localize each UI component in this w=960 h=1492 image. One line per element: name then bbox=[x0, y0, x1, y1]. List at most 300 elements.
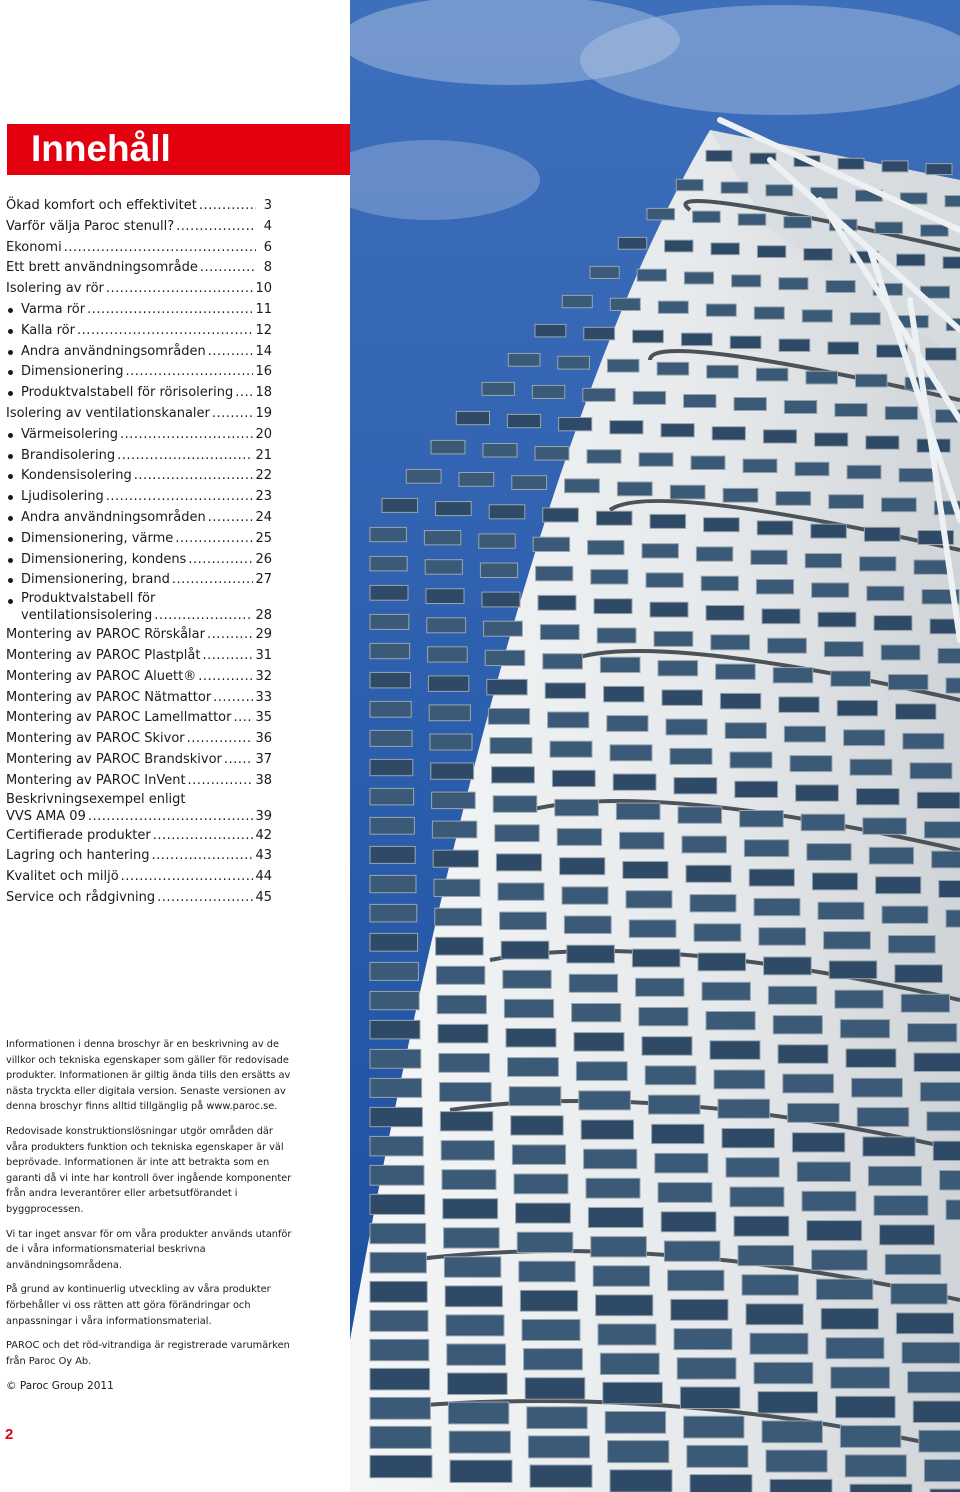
toc-entry bbox=[6, 404, 272, 425]
toc-label: Brandisolering bbox=[21, 447, 116, 463]
window bbox=[790, 756, 832, 772]
window bbox=[860, 557, 896, 571]
window bbox=[436, 937, 484, 955]
window bbox=[647, 208, 675, 220]
window bbox=[744, 840, 788, 857]
toc-entry bbox=[6, 196, 272, 217]
building-photo bbox=[350, 0, 960, 1492]
window bbox=[446, 1315, 504, 1336]
toc-label: Andra användningsområden bbox=[21, 509, 206, 525]
window bbox=[648, 1095, 700, 1114]
disclaimer-paragraph: PAROC och det röd-vitrandiga är registrerade varumärken från Paroc Oy Ab. bbox=[6, 1340, 290, 1367]
toc-page: 43 bbox=[255, 848, 272, 864]
toc-entry bbox=[6, 750, 272, 771]
window bbox=[605, 1412, 665, 1434]
toc-page: 23 bbox=[255, 489, 272, 505]
window bbox=[714, 1070, 765, 1089]
window bbox=[370, 904, 417, 922]
window bbox=[926, 164, 952, 175]
table-of-contents bbox=[6, 196, 272, 909]
toc-leader bbox=[202, 646, 253, 667]
window bbox=[552, 770, 595, 786]
window bbox=[690, 895, 736, 912]
window bbox=[498, 883, 544, 900]
window bbox=[671, 1299, 728, 1320]
window bbox=[545, 683, 585, 699]
window bbox=[482, 592, 520, 607]
window bbox=[939, 881, 960, 898]
window bbox=[661, 1212, 716, 1232]
window bbox=[831, 671, 871, 686]
toc-leader bbox=[188, 550, 253, 571]
toc-leader bbox=[187, 729, 254, 750]
window bbox=[528, 1436, 589, 1458]
window bbox=[639, 1008, 688, 1026]
window bbox=[831, 1367, 890, 1388]
window bbox=[723, 488, 758, 502]
window bbox=[508, 1058, 559, 1077]
window bbox=[490, 738, 532, 754]
toc-entry bbox=[6, 529, 272, 550]
toc-entry bbox=[6, 771, 272, 792]
window bbox=[426, 589, 464, 604]
window bbox=[370, 817, 414, 834]
toc-entry bbox=[6, 300, 272, 321]
toc-page: 36 bbox=[255, 731, 272, 747]
window bbox=[762, 609, 800, 624]
toc-page: 31 bbox=[255, 647, 272, 663]
window bbox=[684, 1416, 744, 1438]
window bbox=[698, 953, 746, 971]
toc-leader bbox=[152, 846, 254, 867]
window bbox=[428, 647, 468, 662]
window bbox=[579, 1091, 631, 1110]
window bbox=[610, 421, 643, 434]
window bbox=[591, 1237, 647, 1257]
toc-label: Ekonomi bbox=[6, 239, 62, 255]
toc-leader bbox=[224, 750, 254, 771]
window bbox=[448, 1402, 508, 1424]
window bbox=[743, 459, 777, 473]
toc-leader bbox=[153, 826, 254, 847]
toc-leader bbox=[235, 383, 253, 404]
window bbox=[642, 1037, 692, 1056]
window bbox=[543, 508, 579, 522]
window bbox=[530, 1465, 592, 1487]
toc-leader bbox=[199, 196, 256, 217]
window bbox=[674, 778, 717, 794]
toc-entry bbox=[6, 508, 272, 529]
window bbox=[897, 254, 925, 266]
window bbox=[908, 1024, 957, 1042]
window bbox=[483, 444, 517, 458]
window bbox=[645, 1066, 696, 1085]
toc-entry bbox=[6, 258, 272, 279]
window bbox=[768, 986, 816, 1004]
window bbox=[816, 1279, 872, 1300]
window bbox=[444, 1257, 500, 1278]
window bbox=[711, 635, 750, 650]
window bbox=[720, 693, 760, 709]
window bbox=[762, 1421, 822, 1443]
toc-entry bbox=[6, 792, 272, 826]
toc-label: Kalla rör bbox=[21, 322, 75, 338]
window bbox=[920, 1082, 960, 1101]
window bbox=[435, 908, 482, 926]
window bbox=[370, 1136, 423, 1156]
window bbox=[617, 482, 652, 496]
window bbox=[707, 365, 739, 378]
toc-leader bbox=[176, 217, 256, 238]
window bbox=[902, 1342, 960, 1363]
window bbox=[903, 733, 944, 749]
window bbox=[604, 686, 644, 702]
window bbox=[681, 333, 712, 346]
window bbox=[754, 307, 784, 319]
window bbox=[590, 266, 619, 278]
toc-entry bbox=[6, 279, 272, 300]
window bbox=[914, 560, 950, 574]
window bbox=[885, 1254, 941, 1274]
window bbox=[560, 858, 605, 875]
toc-leader bbox=[207, 625, 253, 646]
window bbox=[869, 847, 913, 864]
window bbox=[880, 1225, 935, 1245]
disclaimer bbox=[6, 1037, 296, 1378]
window bbox=[597, 628, 636, 643]
window bbox=[901, 994, 949, 1012]
window bbox=[837, 700, 877, 716]
window bbox=[718, 1099, 770, 1118]
window bbox=[603, 1382, 663, 1404]
window bbox=[768, 638, 807, 653]
window bbox=[633, 391, 665, 404]
window bbox=[881, 645, 920, 660]
toc-page: 38 bbox=[255, 772, 272, 788]
window bbox=[448, 1373, 508, 1395]
window bbox=[706, 150, 732, 161]
toc-entry bbox=[6, 342, 272, 363]
window bbox=[370, 991, 419, 1009]
toc-leader bbox=[117, 446, 253, 467]
window bbox=[511, 1116, 563, 1135]
toc-page: 45 bbox=[255, 889, 272, 905]
window bbox=[650, 514, 686, 528]
window bbox=[826, 1338, 884, 1359]
toc-entry bbox=[6, 362, 272, 383]
window bbox=[938, 648, 960, 663]
toc-page: 35 bbox=[255, 710, 272, 726]
window bbox=[607, 716, 648, 732]
window bbox=[750, 1333, 808, 1354]
window bbox=[696, 547, 732, 561]
window bbox=[370, 962, 418, 980]
window bbox=[427, 618, 466, 633]
window bbox=[496, 854, 541, 871]
window bbox=[438, 1024, 488, 1043]
window bbox=[706, 1012, 755, 1030]
toc-leader bbox=[120, 425, 253, 446]
window bbox=[759, 928, 806, 946]
window bbox=[730, 336, 761, 349]
window bbox=[658, 661, 698, 676]
toc-label: Dimensionering, kondens bbox=[21, 551, 187, 567]
window bbox=[811, 524, 847, 538]
window bbox=[433, 850, 478, 867]
window bbox=[520, 1290, 577, 1311]
window bbox=[943, 257, 960, 269]
toc-label: Dimensionering bbox=[21, 364, 124, 380]
window bbox=[738, 214, 766, 226]
window bbox=[370, 1165, 424, 1185]
window bbox=[370, 585, 408, 600]
window bbox=[917, 792, 960, 808]
toc-page: 29 bbox=[255, 627, 272, 643]
window bbox=[766, 1450, 827, 1472]
window bbox=[711, 243, 739, 255]
window bbox=[370, 1426, 431, 1448]
window bbox=[576, 1062, 627, 1081]
window bbox=[866, 436, 899, 449]
toc-entry bbox=[6, 688, 272, 709]
window bbox=[449, 1431, 510, 1453]
toc-leader bbox=[198, 667, 253, 688]
toc-leader bbox=[200, 258, 256, 279]
window bbox=[844, 730, 885, 746]
window bbox=[370, 614, 409, 629]
window bbox=[812, 583, 849, 598]
toc-label: Ett brett användningsområde bbox=[6, 260, 198, 276]
window bbox=[459, 473, 494, 487]
window bbox=[933, 1141, 960, 1160]
window bbox=[805, 554, 841, 568]
window bbox=[773, 1016, 822, 1034]
window bbox=[686, 865, 731, 882]
window bbox=[734, 398, 766, 411]
toc-label-row bbox=[6, 808, 272, 826]
toc-page: 21 bbox=[255, 447, 272, 463]
window bbox=[763, 430, 796, 443]
window bbox=[702, 982, 750, 1000]
toc-label: Montering av PAROC Rörskålar bbox=[6, 627, 205, 643]
window bbox=[432, 821, 476, 838]
window bbox=[852, 1078, 903, 1097]
window bbox=[613, 774, 656, 790]
window bbox=[437, 995, 486, 1013]
window bbox=[806, 371, 838, 384]
window bbox=[501, 941, 549, 959]
window bbox=[670, 748, 712, 764]
toc-page: 19 bbox=[255, 405, 272, 421]
toc-leader bbox=[213, 688, 253, 709]
window bbox=[623, 862, 668, 879]
window bbox=[642, 544, 678, 558]
window bbox=[370, 701, 411, 717]
page-number: 2 bbox=[5, 1426, 14, 1443]
window bbox=[770, 1479, 832, 1492]
window bbox=[442, 1170, 496, 1190]
toc-page: 39 bbox=[255, 808, 272, 824]
window bbox=[562, 887, 608, 904]
window bbox=[857, 1108, 909, 1127]
toc-leader bbox=[172, 570, 254, 591]
toc-leader bbox=[106, 279, 254, 300]
toc-label: Kvalitet och miljö bbox=[6, 869, 119, 885]
window bbox=[586, 1178, 640, 1198]
toc-label: Kondensisolering bbox=[21, 468, 132, 484]
window bbox=[801, 814, 845, 831]
window bbox=[646, 573, 683, 588]
toc-entry bbox=[6, 487, 272, 508]
window bbox=[694, 924, 741, 942]
window bbox=[488, 709, 529, 725]
window bbox=[439, 1054, 490, 1073]
window bbox=[664, 1241, 720, 1261]
window bbox=[661, 424, 694, 437]
window bbox=[370, 1020, 420, 1039]
window bbox=[792, 1133, 844, 1152]
window bbox=[616, 803, 660, 820]
toc-entry bbox=[6, 550, 272, 571]
window bbox=[370, 1049, 421, 1068]
window bbox=[895, 965, 943, 983]
window bbox=[835, 990, 883, 1008]
toc-page: 3 bbox=[263, 198, 272, 213]
window bbox=[658, 301, 688, 313]
window bbox=[581, 1120, 633, 1139]
window bbox=[874, 616, 912, 631]
toc-page: 32 bbox=[255, 668, 272, 684]
toc-entry bbox=[6, 238, 272, 259]
window bbox=[891, 1284, 947, 1305]
toc-page: 44 bbox=[255, 869, 272, 885]
toc-entry bbox=[6, 846, 272, 867]
window bbox=[824, 932, 871, 950]
toc-label: Dimensionering, brand bbox=[21, 572, 170, 588]
window bbox=[678, 807, 722, 824]
toc-leader bbox=[106, 487, 254, 508]
window bbox=[840, 1426, 900, 1448]
toc-label: Beskrivningsexempel enligt bbox=[6, 791, 186, 807]
toc-entry bbox=[6, 708, 272, 729]
toc-label: Varför välja Paroc stenull? bbox=[6, 218, 175, 234]
window bbox=[519, 1261, 575, 1282]
window bbox=[807, 844, 851, 861]
window bbox=[684, 395, 716, 408]
window bbox=[764, 957, 812, 975]
window bbox=[540, 625, 579, 640]
window bbox=[754, 1362, 813, 1383]
window bbox=[485, 650, 525, 665]
window bbox=[876, 877, 921, 894]
toc-page: 16 bbox=[255, 364, 272, 380]
window bbox=[370, 788, 414, 805]
window bbox=[506, 1029, 556, 1048]
window bbox=[776, 492, 811, 506]
window bbox=[509, 1087, 561, 1106]
window bbox=[370, 1194, 425, 1214]
window bbox=[610, 745, 652, 761]
window bbox=[558, 356, 590, 369]
toc-label: Ökad komfort och effektivitet bbox=[6, 198, 197, 213]
window bbox=[896, 1313, 953, 1334]
window bbox=[559, 418, 592, 431]
window bbox=[626, 891, 672, 908]
toc-leader bbox=[88, 808, 254, 826]
window bbox=[652, 1124, 704, 1143]
toc-label: Lagring och hantering bbox=[6, 848, 150, 864]
toc-label: Montering av PAROC Skivor bbox=[6, 731, 185, 747]
window bbox=[650, 602, 688, 617]
window bbox=[633, 330, 664, 343]
window bbox=[450, 1460, 512, 1482]
toc-page: 25 bbox=[255, 530, 272, 546]
window bbox=[479, 534, 515, 548]
window bbox=[815, 433, 848, 446]
toc-leader bbox=[233, 708, 253, 729]
toc-label: Produktvalstabell för bbox=[21, 591, 156, 607]
window bbox=[706, 304, 736, 316]
window bbox=[525, 1378, 585, 1400]
window bbox=[583, 388, 615, 401]
toc-leader bbox=[208, 508, 254, 529]
toc-label: Dimensionering, värme bbox=[21, 530, 174, 546]
window bbox=[670, 485, 705, 499]
window bbox=[818, 902, 864, 919]
window bbox=[440, 1112, 492, 1131]
window bbox=[657, 362, 689, 375]
window bbox=[802, 1191, 856, 1211]
window bbox=[493, 796, 537, 813]
window bbox=[740, 811, 784, 828]
window bbox=[482, 382, 514, 395]
window bbox=[779, 339, 810, 352]
window bbox=[826, 281, 855, 293]
window bbox=[868, 1166, 921, 1186]
window bbox=[436, 966, 484, 984]
window bbox=[778, 1045, 828, 1064]
window bbox=[788, 1103, 840, 1122]
window bbox=[516, 1203, 571, 1223]
window bbox=[846, 1049, 896, 1068]
window bbox=[441, 1141, 494, 1161]
window bbox=[850, 313, 880, 325]
window bbox=[654, 631, 693, 646]
window bbox=[845, 1455, 906, 1477]
window bbox=[370, 1339, 429, 1360]
window bbox=[691, 456, 725, 470]
window bbox=[908, 1372, 960, 1393]
window bbox=[484, 621, 523, 636]
disclaimer-paragraph: Redovisade konstruktionslösningar utgör områden där våra produkters funktion och tekniska egenskaper är väl beprövade. Informationen är inte att betrakta som en garanti då vi inte har kontroll över ingående komponenter från andra leverantörer eller arbetsutförandet i byggprocessen. bbox=[6, 1125, 292, 1215]
toc-entry bbox=[6, 591, 272, 625]
window bbox=[594, 599, 632, 614]
toc-page: 8 bbox=[263, 260, 272, 276]
window bbox=[882, 161, 908, 172]
window bbox=[639, 453, 673, 467]
window bbox=[610, 1470, 672, 1492]
toc-entry bbox=[6, 867, 272, 888]
window bbox=[874, 1196, 928, 1216]
window bbox=[514, 1174, 568, 1194]
window bbox=[835, 404, 867, 417]
window bbox=[658, 1183, 712, 1203]
toc-entry bbox=[6, 729, 272, 750]
window bbox=[370, 1397, 430, 1419]
toc-page: 14 bbox=[255, 343, 272, 359]
window bbox=[504, 999, 553, 1017]
window bbox=[370, 1281, 427, 1302]
